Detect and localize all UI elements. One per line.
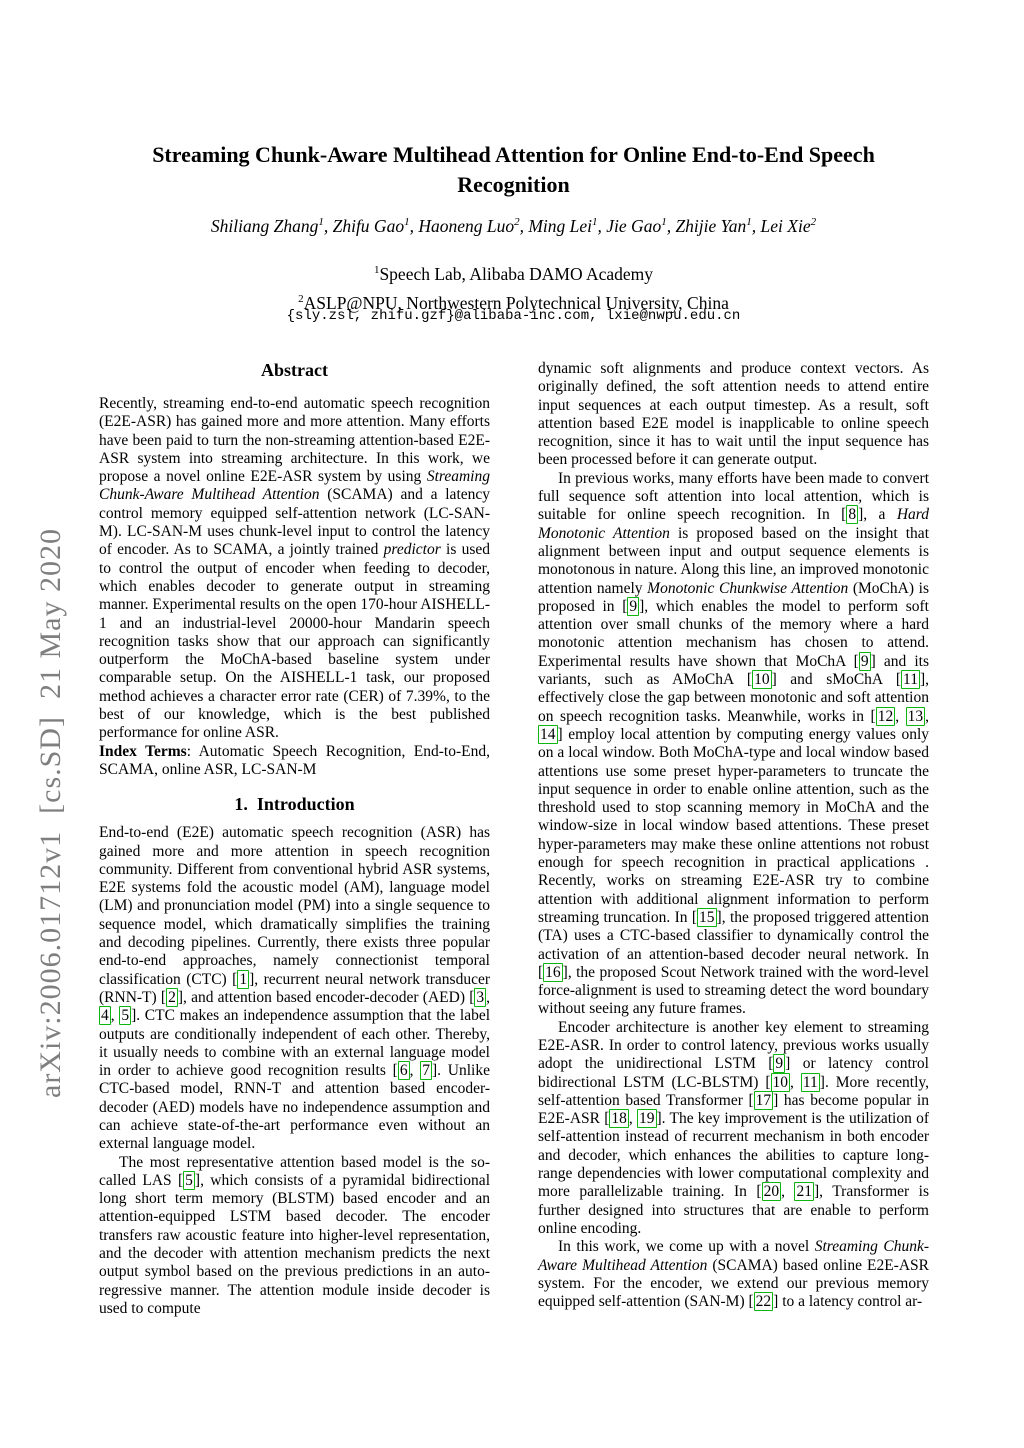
citation-link[interactable]: 9 xyxy=(860,652,869,670)
contribution-paragraph: In this work, we come up with a novel Streaming Chunk-Aware Multihead Attention (SCAMA) based online E2E-ASR system. For the encoder, we extend our previous memory equipped self-attention (SAN-M) [ 22 ] to a latency control ar- xyxy=(538,1238,929,1311)
citation-link[interactable]: 13 xyxy=(907,707,924,725)
citation-link[interactable]: 19 xyxy=(639,1110,655,1128)
intro-paragraph-1: End-to-end (E2E) automatic speech recognition (ASR) has gained more and more attention in speech recognition community. Different from conventional hybrid ASR systems, E2E systems fold the acoustic model (AM), language model (LM) and pronunciation model (PM) into a single sequence to sequence model, which dramatically simplifies the training and decoding pipelines. Currently, there exists three popular end-to-end approaches, namely connectionist temporal classification (CTC) [ 1 ], recurrent neural network transducer (RNN-T) [ 2 ], and attention based encoder-decoder (AED) [ 3 , 4 , 5 ]. CTC makes an independence assumption that the label outputs are conditionally independent of each other. Thereby, it usually needs to combine with an external language model in order to achieve good recognition results [ 6 , 7 ]. Unlike CTC-based model, RNN-T and attention based encoder-decoder (AED) models have no independence assumption and can achieve state-of-the-art performance even without an external language model. xyxy=(99,824,491,1153)
citation-link[interactable]: 16 xyxy=(545,963,561,981)
authors-line xyxy=(99,216,928,237)
citation-link[interactable]: 6 xyxy=(399,1062,408,1080)
author: Lei Xie$^2$ xyxy=(760,216,817,236)
paper-title: Streaming Chunk-Aware Multihead Attention for Online End-to-End Speech Recognition xyxy=(152,142,875,197)
citation-link[interactable]: 18 xyxy=(611,1110,627,1128)
citation-link[interactable]: 11 xyxy=(802,1073,818,1091)
citation-link[interactable]: 7 xyxy=(422,1062,430,1080)
abstract-paragraph: Recently, streaming end-to-end automatic speech recognition (E2E-ASR) has gained more and more attention. Many efforts have been paid to turn the non-streaming attention-based E2E-ASR system into streaming architecture. In this work, we propose a novel online E2E-ASR system by using Streaming Chunk-Aware Multihead Attention (SCAMA) and a latency control memory equipped self-attention network (LC-SAN-M). LC-SAN-M uses chunk-level input to control the latency of encoder. As to SCAMA, a jointly trained predictor is used to control the output of encoder when feeding to decoder, which enables decoder to generate output in streaming manner. Experimental results on the open 170-hour AISHELL-1 and an industrial-level 20000-hour Mandarin speech recognition tasks show that our approach can significantly outperform the MoChA-based baseline system under comparable setup. On the AISHELL-1 task, our proposed method achieves a character error rate (CER) of 7.39%, to the best of our knowledge, which is the best published performance for online ASR. xyxy=(99,395,491,742)
citation-link[interactable]: 4 xyxy=(101,1007,109,1025)
encoder-paragraph: Encoder architecture is another key element to streaming E2E-ASR. In order to control latency, previous works usually adopt the unidirectional LSTM [ 9 ] or latency control bidirectional LSTM (LC-BLSTM) [ 10 , 11 ]. More recently, self-attention based Transformer [ 17 ] has become popular in E2E-ASR [ 18 , 19 ]. The key improvement is the utilization of self-attention instead of recurrent mechanism in both encoder and decoder, which enhances the abilities to capture long-range dependencies with lower computational complexity and more parallelizable training. In [ 20 , 21 ], Transformer is further designed into structures that are enable to perform online encoding. xyxy=(538,1018,930,1237)
citation-link[interactable]: 10 xyxy=(754,671,770,689)
author: Zhijie Yan$^1$, xyxy=(675,216,761,236)
author: Jie Gao$^1$, xyxy=(606,216,676,236)
abstract-heading: Abstract xyxy=(261,360,328,380)
affiliation-line: $^1$Speech Lab, Alibaba DAMO Academy xyxy=(373,263,654,284)
citation-link[interactable]: 12 xyxy=(877,707,894,725)
citation-link[interactable]: 5 xyxy=(185,1171,193,1189)
related-work-paragraph: In previous works, many efforts have been made to convert full sequence soft attention into local attention, which is suitable for online speech recognition. In [ 8 ], a Hard Monotonic Attention is proposed based on the insight that alignment between input and output sequence elements is monotonous in nature. Along this line, an improved monotonic attention namely Monotonic Chunkwise Attention (MoChA) is proposed in [ 9 ], which enables the model to perform soft attention over small chunks of the memory where a hard monotonic attention mechanism has chosen to attend. Experimental results have shown that MoChA [ 9 ] and its variants, such as AMoChA [ 10 ] and sMoChA [ 11 ], effectively close the gap between monotonic and soft attention on speech recognition tasks. Meanwhile, works in [ 12 , 13 , 14 ] employ local attention by computing energy values only on a local window. Both MoChA-type and local window based attentions use some preset hyper-parameters to truncate the input sequence in order to enable online attention, such as the threshold used to stop scanning memory in MoChA and the window-size in local window based attentions. These preset hyper-parameters may make these online attentions not robust enough for speech recognition in practical applications . Recently, works on streaming E2E-ASR try to combine attention with additional alignment information to perform streaming truncation. In [ 15 ], the proposed triggered attention (TA) uses a CTC-based classifier to dynamically control the activation of an attention-based decoder neural network. In [ 16 ], the proposed Scout Network trained with the word-level force-alignment is used to streaming detect the word boundary without seeing any future frames. xyxy=(538,469,930,1018)
citation-link[interactable]: 3 xyxy=(476,988,485,1006)
author: Ming Lei$^1$, xyxy=(528,216,607,236)
affiliation-line: $^2$ASLP@NPU, Northwestern Polytechnical University, China xyxy=(298,292,729,313)
citation-link[interactable]: 15 xyxy=(699,908,715,926)
citation-link[interactable]: 14 xyxy=(540,725,556,743)
intro-paragraph-2: The most representative attention based model is the so-called LAS [ 5 ], which consists of a pyramidal bidirectional long short term memory (BLSTM) based encoder and an attention-equipped LSTM based decoder. The encoder transfers raw acoustic feature into higher-level representation, and the decoder with attention mechanism predicts the next output symbol based on the previous predictions in an auto-regressive manner. The attention module inside decoder is used to compute xyxy=(99,1153,490,1317)
citation-link[interactable]: 17 xyxy=(755,1091,772,1109)
citation-link[interactable]: 22 xyxy=(755,1293,772,1311)
citation-link[interactable]: 21 xyxy=(796,1183,812,1201)
citation-link[interactable]: 5 xyxy=(121,1007,130,1025)
affiliations xyxy=(99,258,928,316)
author: Shiliang Zhang$^1$, xyxy=(210,216,333,236)
index-terms: Index Terms: Automatic Speech Recognition, End-to-End, SCAMA, online ASR, LC-SAN-M xyxy=(99,742,490,778)
citation-link[interactable]: 20 xyxy=(763,1183,780,1201)
citation-link[interactable]: 2 xyxy=(168,988,176,1006)
citation-link[interactable]: 11 xyxy=(903,671,918,689)
citation-link[interactable]: 1 xyxy=(239,970,248,988)
email-line: {sly.zsl, zhifu.gzf}@alibaba-inc.com, lxie@nwpu.edu.cn xyxy=(286,308,741,324)
arxiv-watermark: arXiv:2006.01712v1 [cs.SD] 21 May 2020 xyxy=(34,528,67,1098)
citation-link[interactable]: 9 xyxy=(775,1055,784,1073)
citation-link[interactable]: 10 xyxy=(772,1073,789,1091)
citation-link[interactable]: 8 xyxy=(848,506,857,524)
continuation-paragraph: dynamic soft alignments and produce context vectors. As originally defined, the soft attention needs to attend entire input sequences at each output timestep. As a result, soft attention based E2E model is inapplicable to online speech recognition, since it has to wait until the input sequence has been processed before it can generate output. xyxy=(538,360,929,469)
left-column xyxy=(99,360,490,1318)
author: Zhifu Gao$^1$, xyxy=(332,216,419,236)
right-column xyxy=(538,360,929,1311)
citation-link[interactable]: 9 xyxy=(629,597,638,615)
intro-heading: 1. Introduction xyxy=(234,794,355,815)
author: Haoneng Luo$^2$, xyxy=(418,216,529,236)
